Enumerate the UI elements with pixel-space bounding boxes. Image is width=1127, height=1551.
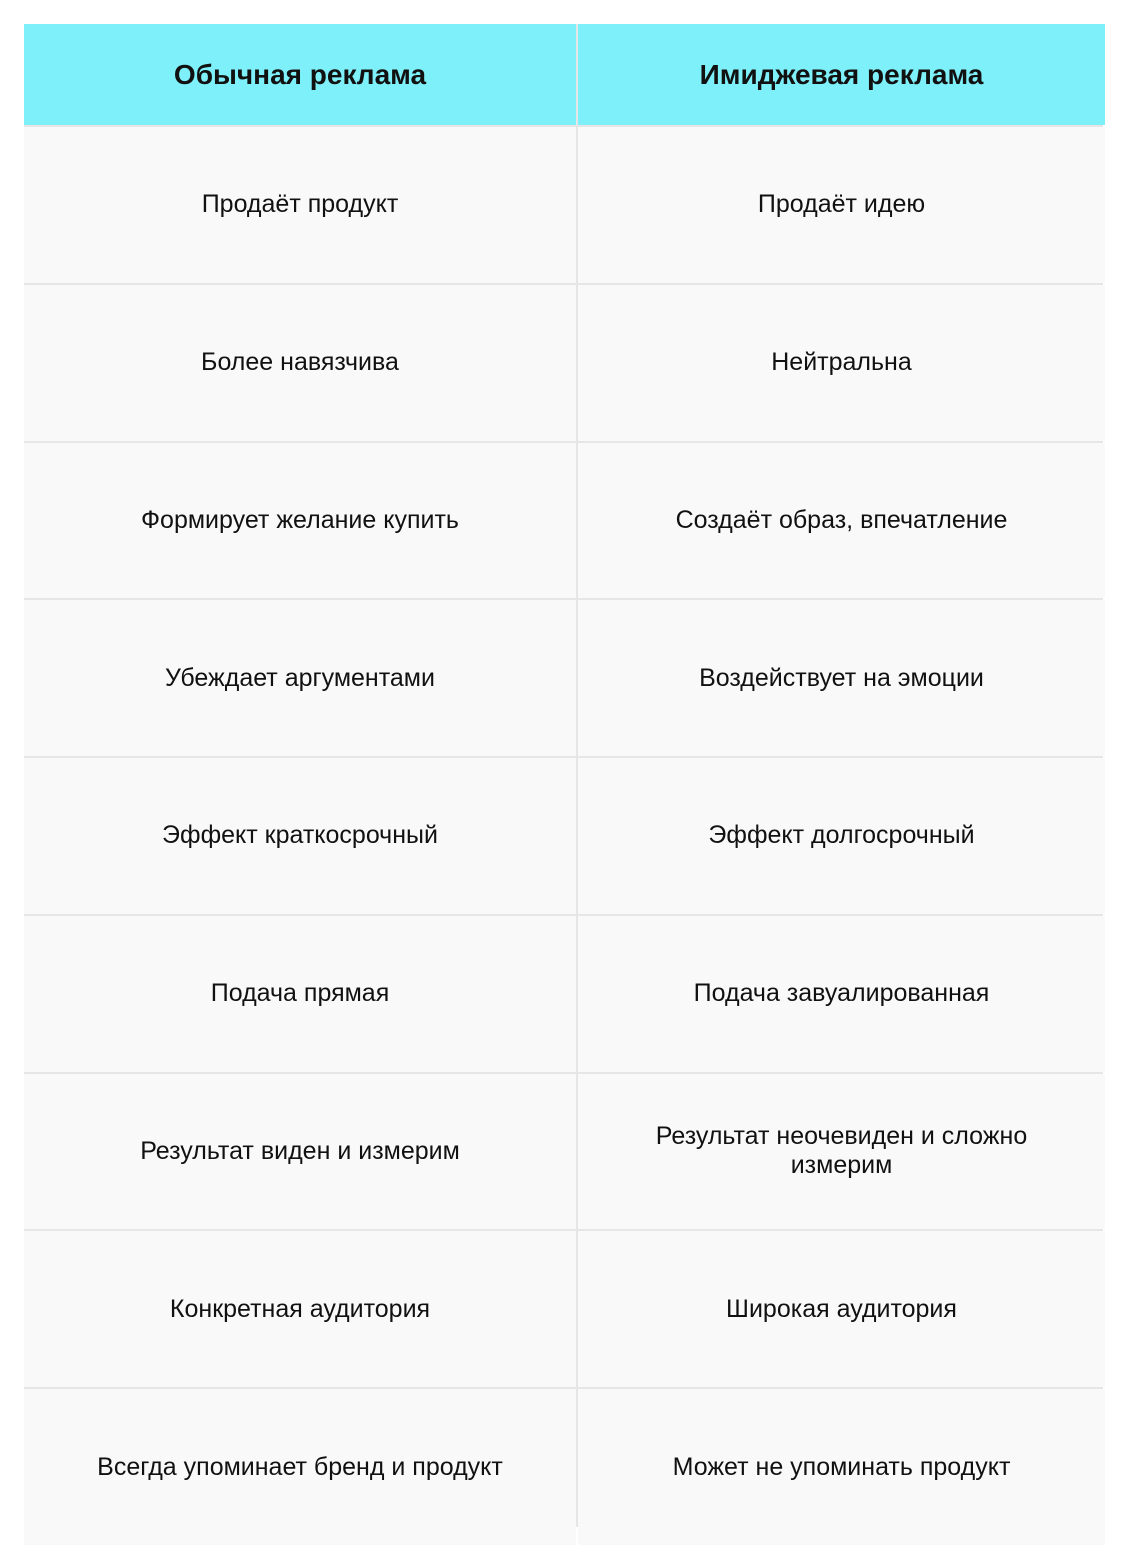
table-cell: Всегда упоминает бренд и продукт [24, 1389, 576, 1545]
table-cell: Эффект краткосрочный [24, 758, 576, 914]
table-cell: Подача завуалированная [578, 916, 1105, 1072]
table-cell: Подача прямая [24, 916, 576, 1072]
header-image-ads: Имиджевая реклама [578, 24, 1105, 125]
table-cell: Продаёт идею [578, 127, 1105, 283]
table-cell: Воздействует на эмоции [578, 600, 1105, 756]
table-cell: Нейтральна [578, 285, 1105, 441]
table-cell: Конкретная аудитория [24, 1231, 576, 1387]
table-cell: Широкая аудитория [578, 1231, 1105, 1387]
table-cell: Результат неочевиден и сложно измерим [578, 1074, 1105, 1230]
table-cell: Создаёт образ, впечатление [578, 443, 1105, 599]
comparison-table [24, 24, 1103, 1527]
table-cell: Результат виден и измерим [24, 1074, 576, 1230]
table-cell: Эффект долгосрочный [578, 758, 1105, 914]
table-cell: Более навязчива [24, 285, 576, 441]
table-cell: Убеждает аргументами [24, 600, 576, 756]
header-regular-ads: Обычная реклама [24, 24, 576, 125]
table-cell: Формирует желание купить [24, 443, 576, 599]
table-cell: Продаёт продукт [24, 127, 576, 283]
table-cell: Может не упоминать продукт [578, 1389, 1105, 1545]
